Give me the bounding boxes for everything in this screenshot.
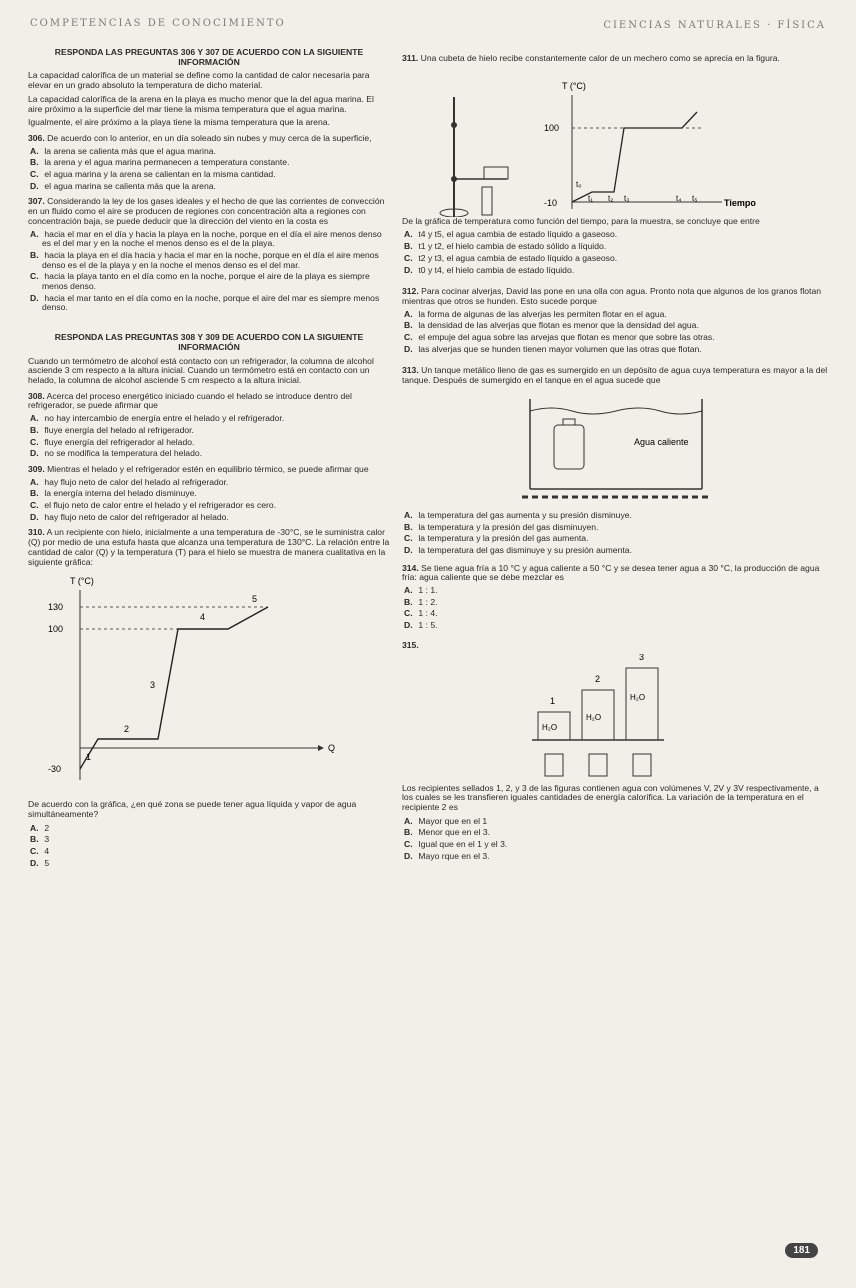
water-surface [530,408,702,414]
question-text: A un recipiente con hielo, inicialmente a una temperatura de -30°C, se le suministra calor (Q) por medio de una estufa hasta que alcanza una temperatura de 130°C. La relación entre la cantidad de calor (Q) y la temperatura (T) para el hielo se muestra de manera cualitativa en la siguiente gráfica: [28,527,390,567]
y-axis-label: T (°C) [70,576,94,587]
option[interactable]: D. el agua marina se calienta más que la arena. [30,180,216,191]
option[interactable]: C. t2 y t3, el agua cambia de estado líquido a gaseoso. [404,252,618,263]
question-314 [402,564,832,583]
zone-label-5: 5 [252,594,258,605]
water-label-2: H₂O [586,712,602,722]
header-right: CIENCIAS NATURALES · FÍSICA [603,20,826,31]
question-306 [28,134,390,144]
question-text: De acuerdo con lo anterior, en un día soleado sin nubes y muy cerca de la superficie, [47,132,372,143]
options-314 [402,586,832,631]
option[interactable]: C. Igual que en el 1 y el 3. [404,839,508,850]
y-tick-minus30: -30 [48,764,62,775]
question-310 [28,528,390,567]
burner-1 [545,754,563,776]
info-paragraph: La capacidad calorífica de la arena en la playa es mucho menor que la del agua marina. El aire próximo a la superficie del mar tiene la misma temperatura que el agua marina. [28,93,374,114]
container-3 [626,668,658,740]
container-label-1: 1 [550,695,556,706]
question-number: 309. [28,463,45,474]
option[interactable]: A. hacia el mar en el día y hacia la playa en la noche, porque en el día el aire menos denso es el del mar y en la noche el menos denso es el de la playa. [30,228,382,249]
x-tick-t0: t₀ [576,179,582,189]
question-312 [402,287,832,306]
option[interactable]: D. Mayo rque en el 3. [404,850,490,861]
options-315 [402,817,832,862]
x-axis-label: Q [328,743,336,754]
question-number: 315. [402,639,419,650]
question-number: 306. [28,132,45,143]
burner-3 [633,754,651,776]
option[interactable]: C. el agua marina y la arena se calientan en la misma cantidad. [30,169,276,180]
zone-label-3: 3 [150,680,156,691]
heating-curve [80,607,268,769]
question-311-prompt: De la gráfica de temperatura como función del tiempo, para la muestra, se concluye que entre [402,215,760,226]
option[interactable]: D. hacia el mar tanto en el día como en la noche, porque el aire del mar es siempre menos denso. [30,292,380,313]
option[interactable]: A. hay flujo neto de calor del helado al refrigerador. [30,476,229,487]
x-tick-t1: t₁ [588,193,593,203]
header-left: COMPETENCIAS DE CONOCIMIENTO [30,18,286,29]
cylinder-valve [563,419,575,425]
option[interactable]: B. la temperatura y la presión del gas disminuyen. [404,521,599,532]
question-text: Un tanque metálico lleno de gas es sumergido en un depósito de agua cuya temperatura es mayor a la del tanque. Después de sumergido en el tanque en el agua sucede que [402,365,828,386]
question-text: Para cocinar alverjas, David las pone en una olla con agua. Pronto nota que algunos de los granos flotan mientras que otros se hunden. Esto sucede porque [402,286,821,306]
options-309 [28,478,390,523]
y-tick-130: 130 [48,602,64,613]
x-tick-t2: t₂ [608,193,614,203]
zone-label-2: 2 [124,724,130,735]
question-313 [402,366,832,385]
ice-tray [484,167,508,179]
option[interactable]: A. 1 : 1. [404,585,438,596]
y-tick-100: 100 [48,624,64,635]
ice-heating-svg [402,67,832,217]
options-307 [28,230,390,314]
option[interactable]: B. 3 [30,834,50,845]
right-column [402,44,832,864]
options-308 [28,414,390,459]
option[interactable]: A. la temperatura del gas aumenta y su presión disminuye. [404,509,632,520]
submerged-tank-figure-313 [402,389,832,511]
option[interactable]: D. hay flujo neto de calor del refrigerador al helado. [30,511,229,522]
options-306 [28,147,390,192]
option[interactable]: C. el flujo neto de calor entre el helado y el refrigerador es cero. [30,500,277,511]
zone-label-1: 1 [86,752,92,763]
option[interactable]: B. hacia la playa en el día hacia y hacia el mar en la noche, porque en el día el aire menos denso es el de la playa y en la noche el menos denso es el del mar. [30,249,379,270]
option[interactable]: D. las alverjas que se hunden tienen mayor volumen que las otras que flotan. [404,343,702,354]
option[interactable]: C. hacia la playa tanto en el día como en la noche, porque el aire de la playa es siempre menos denso. [30,271,370,292]
y-tick-minus10: -10 [544,197,558,208]
question-text: Se tiene agua fría a 10 °C y agua caliente a 50 °C y se desea tener agua a 30 °C, la producción de agua fría: agua caliente que se debe mezclar es [402,562,820,583]
option[interactable]: B. la densidad de las alverjas que flotan es menor que la densidad del agua. [404,320,699,331]
option[interactable]: B. la arena y el agua marina permanecen a temperatura constante. [30,157,290,168]
option[interactable]: C. 4 [30,846,50,857]
option[interactable]: D. no se modifica la temperatura del helado. [30,448,203,459]
option[interactable]: B. la energía interna del helado disminuye. [30,488,197,499]
submerged-tank-svg [402,389,832,511]
question-number: 312. [402,286,419,297]
option[interactable]: D. 5 [30,857,50,868]
question-307 [28,197,390,226]
burner [482,187,492,215]
y-axis-label: T (°C) [562,80,586,91]
question-text: Una cubeta de hielo recibe constantemente calor de un mechero como se aprecia en la figura. [420,53,780,63]
question-311 [402,54,832,64]
zone-label-4: 4 [200,612,206,623]
info-paragraph: Cuando un termómetro de alcohol está contacto con un refrigerador, la columna de alcohol asciende 3 cm respecto a la altura inicial. Cuando un termómetro está en contacto con un helado, la columna de alcohol asciende 5 cm respecto a la altura inicial. [28,355,374,385]
question-number: 314. [402,562,419,573]
option[interactable]: C. 1 : 4. [404,608,438,619]
hot-water-label: Agua caliente [634,436,689,447]
heating-curve-figure-310 [28,570,390,800]
option[interactable]: A. t4 y t5, el agua cambia de estado líquido a gaseoso. [404,229,618,240]
question-text: Acerca del proceso energético iniciado cuando el helado se introduce dentro del refrigerador, se puede afirmar que [28,390,352,411]
x-tick-t3: t₃ [624,193,630,203]
containers-svg [402,654,832,784]
ice-heating-figure-311 [402,67,832,217]
containers-figure-315 [402,654,832,784]
options-310 [28,824,390,869]
options-313 [402,511,832,556]
question-number: 307. [28,196,45,207]
question-315 [402,641,832,651]
left-column [28,44,390,870]
info-paragraph: La capacidad calorífica de un material se define como la cantidad de calor necesaria para elevar en un grado absoluto la temperatura de dicho material. [28,70,370,91]
option[interactable]: A. 2 [30,822,50,833]
option[interactable]: A. la arena se calienta más que el agua marina. [30,145,216,156]
x-axis-label: Tiempo [724,197,756,208]
question-text: Mientras el helado y el refrigerador estén en equilibrio térmico, se puede afirmar que [47,463,369,474]
question-315-text: Los recipientes sellados 1, 2, y 3 de las figuras contienen agua con volúmenes V, 2V y 3V respectivamente, a los cuales se les transfieren iguales cantidades de energía calorífica. La variación de la temperatura en el recipiente 2 es [402,782,819,812]
question-text: Considerando la ley de los gases ideales y el hecho de que las corrientes de convección en un fluido como el aire se producen de regiones con concentración alta a regiones con concentración baja, se puede deducir que la dirección del viento en la costa es [28,196,385,226]
option[interactable]: C. el empuje del agua sobre las arvejas que flotan es menor que sobre las otras. [404,332,715,343]
heating-curve-svg [28,570,358,800]
option[interactable]: A. Mayor que en el 1 [404,815,488,826]
water-label-3: H₂O [630,692,646,702]
option[interactable]: B. 1 : 2. [404,596,438,607]
temperature-curve [572,112,697,202]
option[interactable]: C. la temperatura y la presión del gas aumenta. [404,533,589,544]
page-number: 181 [785,1243,818,1258]
option[interactable]: D. la temperatura del gas disminuye y su presión aumenta. [404,544,632,555]
x-axis-arrow [318,745,324,751]
option[interactable]: B. Menor que en el 3. [404,827,491,838]
burner-2 [589,754,607,776]
question-number: 313. [402,365,419,376]
x-tick-t5: t₅ [692,193,698,203]
option[interactable]: A. no hay intercambio de energía entre el helado y el refrigerador. [30,413,285,424]
option[interactable]: B. t1 y t2, el hielo cambia de estado sólido a líquido. [404,241,607,252]
option[interactable]: D. 1 : 5. [404,620,438,631]
option[interactable]: A. la forma de algunas de las alverjas les permiten flotar en el agua. [404,308,667,319]
info-paragraph: Igualmente, el aire próximo a la playa tiene la misma temperatura que la arena. [28,117,330,128]
option[interactable]: C. fluye energía del refrigerador al helado. [30,436,195,447]
option[interactable]: B. fluye energía del helado al refrigerador. [30,424,194,435]
question-number: 308. [28,390,45,401]
container-label-3: 3 [639,653,645,662]
question-309 [28,465,390,475]
question-number: 311. [402,53,419,63]
options-312 [402,310,832,355]
question-310-prompt: De acuerdo con la gráfica, ¿en qué zona se puede tener agua líquida y vapor de agua simultáneamente? [28,799,357,819]
gas-cylinder [554,425,584,469]
container-label-2: 2 [595,673,601,684]
water-label-1: H₂O [542,722,558,732]
y-tick-100: 100 [544,122,560,133]
section-heading-308-309: RESPONDA LAS PREGUNTAS 308 Y 309 DE ACUERDO CON LA SIGUIENTE INFORMACIÓN [54,332,364,352]
clamp [451,122,457,128]
question-number: 310. [28,527,45,538]
x-tick-t4: t₄ [676,193,682,203]
options-311 [402,230,832,275]
section-heading-306-307: RESPONDA LAS PREGUNTAS 306 Y 307 DE ACUERDO CON LA SIGUIENTE INFORMACIÓN [54,47,364,67]
question-308 [28,392,390,411]
option[interactable]: D. t0 y t4, el hielo cambia de estado líquido. [404,264,575,275]
